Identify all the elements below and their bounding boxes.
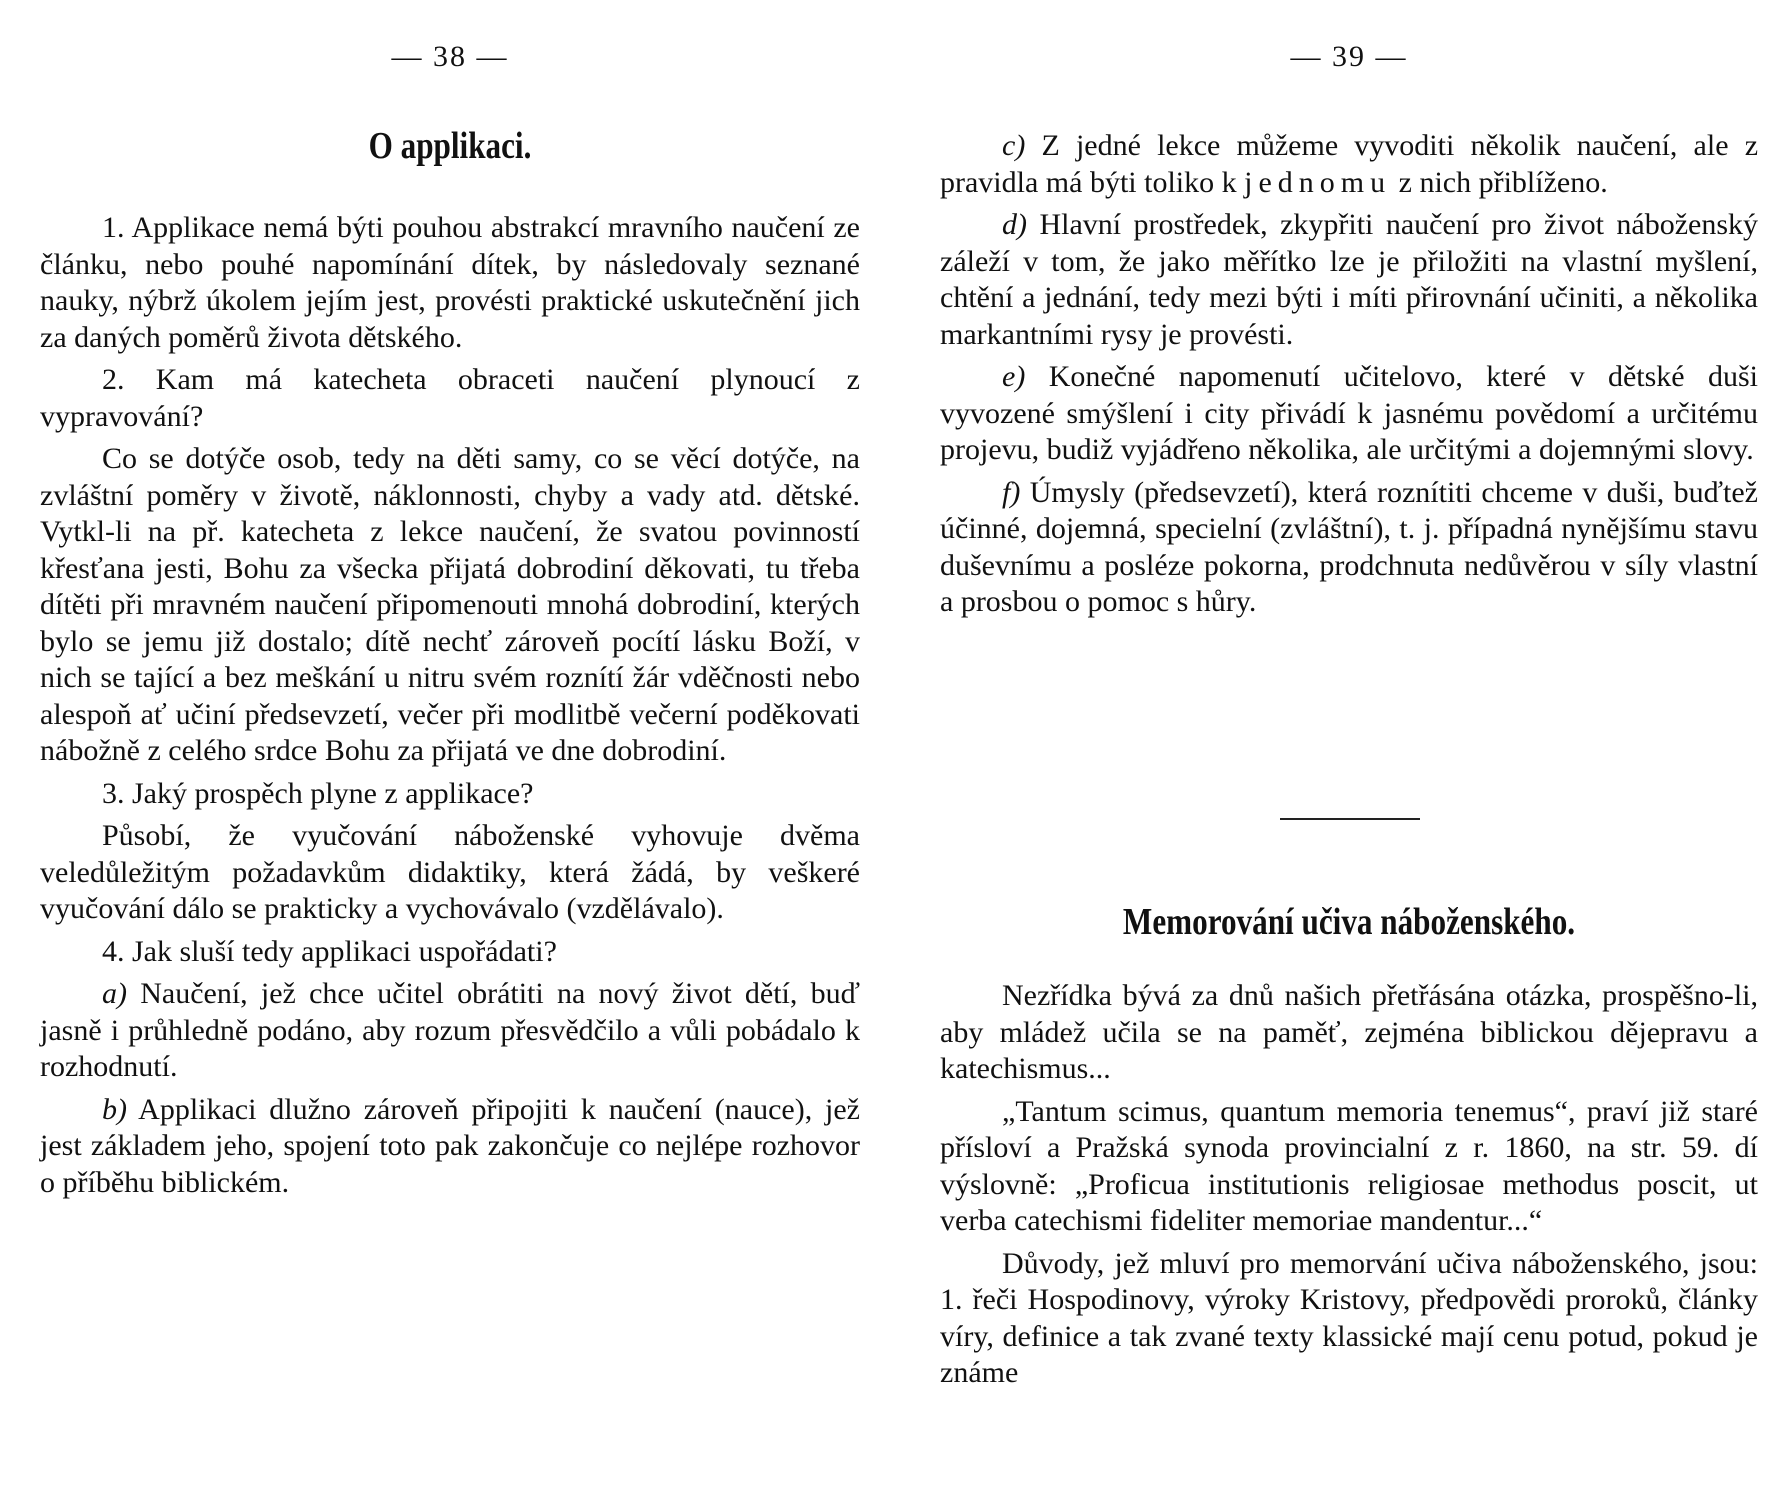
list-item [40, 1092, 860, 1202]
right-page [940, 0, 1758, 1500]
right-page-list [940, 128, 1758, 627]
left-page-body [40, 210, 860, 1207]
page-number-left: — 38 — [391, 40, 509, 73]
item-label: d) [1002, 208, 1027, 241]
item-label: f) [1002, 475, 1021, 509]
list-item [940, 475, 1758, 621]
item-text: Applikaci dlužno zároveň připojiti k naučení (nauce), jež jest základem jeho, spojení toto pak zakončuje co nejlépe rozhovor o příběhu biblickém. [40, 1092, 860, 1199]
list-item [940, 359, 1758, 469]
item-text: Hlavní prostředek, zkypřiti naučení pro život náboženský záleží v tom, že jako měřítko lze je přiložiti na vlastní myšlení, chtění a jednání, tedy mezi býti i míti přirovnání učiniti, a několika markantními rysy je provésti. [940, 208, 1758, 351]
paragraph: Nezřídka bývá za dnů našich přetřásána otázka, prospěšno-li, aby mládež učila se na paměť, zejména biblickou dějepravu a katechismus... [940, 979, 1758, 1085]
item-text: z nich přiblíženo. [1398, 165, 1608, 199]
right-page-body [940, 978, 1758, 1398]
page-number-right: — 39 — [1290, 40, 1408, 73]
item-label: e) [1002, 360, 1026, 393]
item-text: Konečné napomenutí učitelovo, které v dětské duši vyvozené smýšlení i city přivádí k jasnému povědomí a určitému projevu, budiž vyjádřeno několika, ale určitými a dojemnými slovy. [940, 360, 1758, 466]
item-label: c) [1002, 129, 1026, 162]
left-page [40, 0, 860, 1500]
paragraph: „Tantum scimus, quantum memoria tenemus“, praví již staré přísloví a Pražská synoda provincialní z r. 1860, na str. 59. dí výslovně: „Proficua institutionis religiosae methodus poscit, ut verba catechismi fideliter memoriae mandentur...“ [940, 1094, 1758, 1237]
section-title-applikace: O applikaci. [368, 125, 532, 167]
list-item [940, 207, 1758, 353]
question: 2. Kam má katecheta obraceti naučení plynoucí z vypravování? [40, 363, 860, 433]
question: 4. Jak sluší tedy applikaci uspořádati? [102, 934, 557, 968]
item-text: Z jedné lekce můžeme vyvoditi několik naučení, ale z pravidla má býti toliko k [940, 129, 1759, 199]
item-label: b) [102, 1092, 127, 1126]
item-text: Naučení, jež chce učitel obrátiti na nový život dětí, buď jasně i průhledně podáno, aby rozum přesvědčilo a vůli pobádalo k rozhodnutí. [40, 977, 860, 1083]
paragraph: Co se dotýče osob, tedy na děti samy, co se věcí dotýče, na zvláštní poměry v životě, náklonnosti, chyby a vady atd. dětské. Vytkl-li na př. katecheta z lekce naučení, že svatou povinností křesťana jesti, Bohu za všecka přijatá dobrodiní děkovati, tu třeba dítěti při mravném naučení připomenouti mnohá dobrodiní, kterých bylo se jemu již dostalo; dítě nechť zároveň pocítí lásku Boží, v nich se tající a bez meškání u nitru svém roznítí žár vděčnosti nebo alespoň ať učiní předsevzetí, večer při modlitbě večerní poděkovati nábožně z celého srdce Bohu za přijatá ve dne dobrodiní. [40, 442, 860, 767]
section-title-memorovani: Memorování učiva náboženského. [1122, 901, 1576, 943]
section-divider [1280, 818, 1420, 820]
paragraph: 1. Applikace nemá býti pouhou abstrakcí mravního naučení ze článku, nebo pouhé napomínání dítek, by následovaly seznané nauky, nýbrž úkolem jejím jest, provésti praktické uskutečnění jich za daných poměrů života dětského. [40, 211, 860, 354]
paragraph: Působí, že vyučování náboženské vyhovuje dvěma veledůležitým požadavkům didaktiky, která žádá, by veškeré vyučování dálo se prakticky a vychovávalo (vzdělávalo). [40, 819, 860, 925]
emphasis-spaced: jednomu [1244, 165, 1392, 199]
item-text: Úmysly (předsevzetí), která roznítiti chceme v duši, buďtež účinné, dojemná, specielní (zvláštní), t. j. případná nynějšímu stavu duševnímu a posléze pokorna, prodchnuta nedůvěrou v síly vlastní a prosbou o pomoc s hůry. [940, 475, 1758, 618]
paragraph: Důvody, jež mluví pro memorvání učiva náboženského, jsou: 1. řeči Hospodinovy, výroky Kristovy, předpovědi proroků, články víry, definice a tak zvané texty klassické mají cenu potud, pokud je známe [940, 1246, 1758, 1389]
item-label: a) [102, 977, 127, 1010]
list-item [940, 128, 1758, 201]
list-item [40, 976, 860, 1086]
question: 3. Jaký prospěch plyne z applikace? [102, 776, 534, 810]
